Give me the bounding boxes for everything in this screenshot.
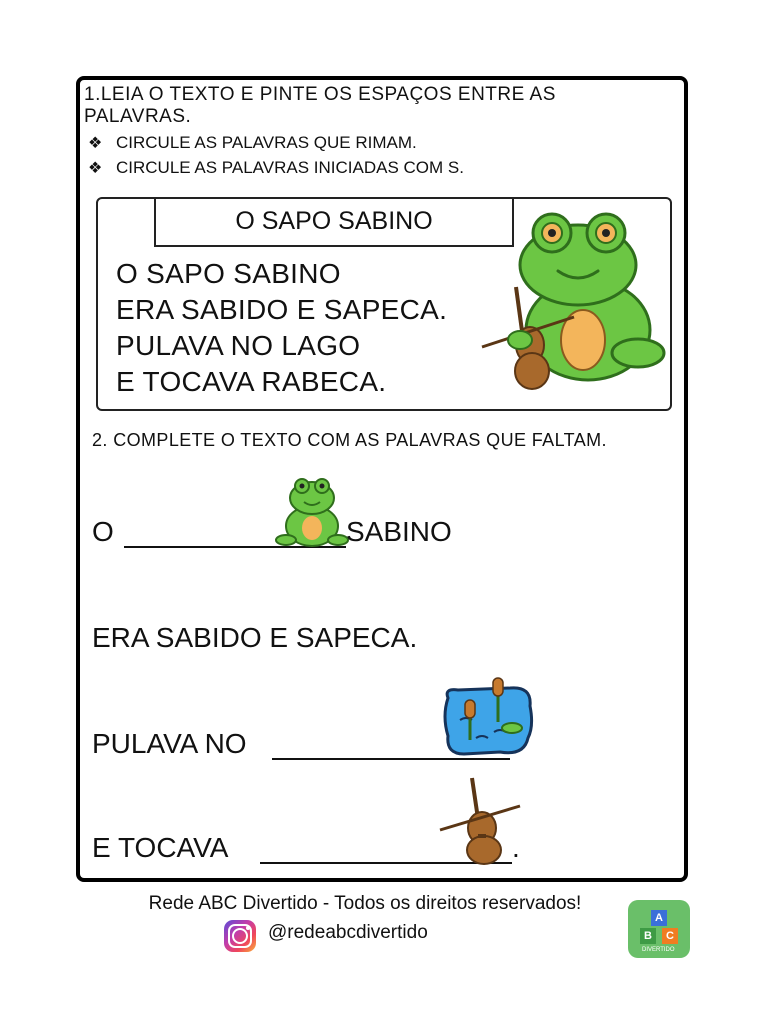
fill-line-3-start: PULAVA NO [92, 728, 247, 759]
poem-line-3: PULAVA NO LAGO [116, 330, 361, 361]
fill-line-4-start: E TOCAVA [92, 832, 229, 863]
instagram-icon[interactable] [224, 920, 256, 952]
logo-letter-b: B [640, 928, 656, 944]
pond-icon [440, 676, 536, 758]
instagram-handle[interactable]: @redeabcdivertido [268, 922, 428, 943]
poem-title: O SAPO SABINO [154, 197, 514, 247]
abc-logo-icon [628, 900, 690, 958]
blank-answer-3[interactable] [272, 758, 510, 760]
fill-line-2: ERA SABIDO E SAPECA. [92, 622, 418, 653]
bullet-icon: ❖ [88, 135, 103, 152]
fill-line-1-end: SABINO [346, 516, 452, 547]
fill-line-4-end: . [512, 832, 520, 863]
copyright-text: Rede ABC Divertido - Todos os direitos reservados! [148, 893, 582, 914]
poem-line-4: E TOCAVA RABECA. [116, 366, 387, 397]
violin-icon [438, 776, 524, 866]
exercise-2-question: 2. COMPLETE O TEXTO COM AS PALAVRAS QUE FALTAM. [92, 430, 607, 450]
logo-letter-c: C [662, 928, 678, 944]
instruction-bullet-s-words [88, 158, 464, 178]
poem-line-2: ERA SABIDO E SAPECA. [116, 294, 448, 325]
frog-icon [274, 474, 350, 550]
bullet-icon: ❖ [88, 160, 103, 177]
fill-line-1-start: O [92, 516, 114, 547]
logo-letter-a: A [651, 910, 667, 926]
instruction-line-1: 1.LEIA O TEXTO E PINTE OS ESPAÇOS ENTRE AS [84, 84, 556, 105]
logo-brand: DIVERTIDO [642, 947, 675, 953]
instruction-bullet-rhymes [88, 133, 417, 153]
poem-line-1: O SAPO SABINO [116, 258, 341, 289]
bullet-text: CIRCULE AS PALAVRAS INICIADAS COM S. [116, 158, 464, 177]
frog-icon [478, 205, 670, 395]
bullet-text: CIRCULE AS PALAVRAS QUE RIMAM. [116, 133, 417, 152]
instruction-line-2: PALAVRAS. [84, 106, 192, 127]
